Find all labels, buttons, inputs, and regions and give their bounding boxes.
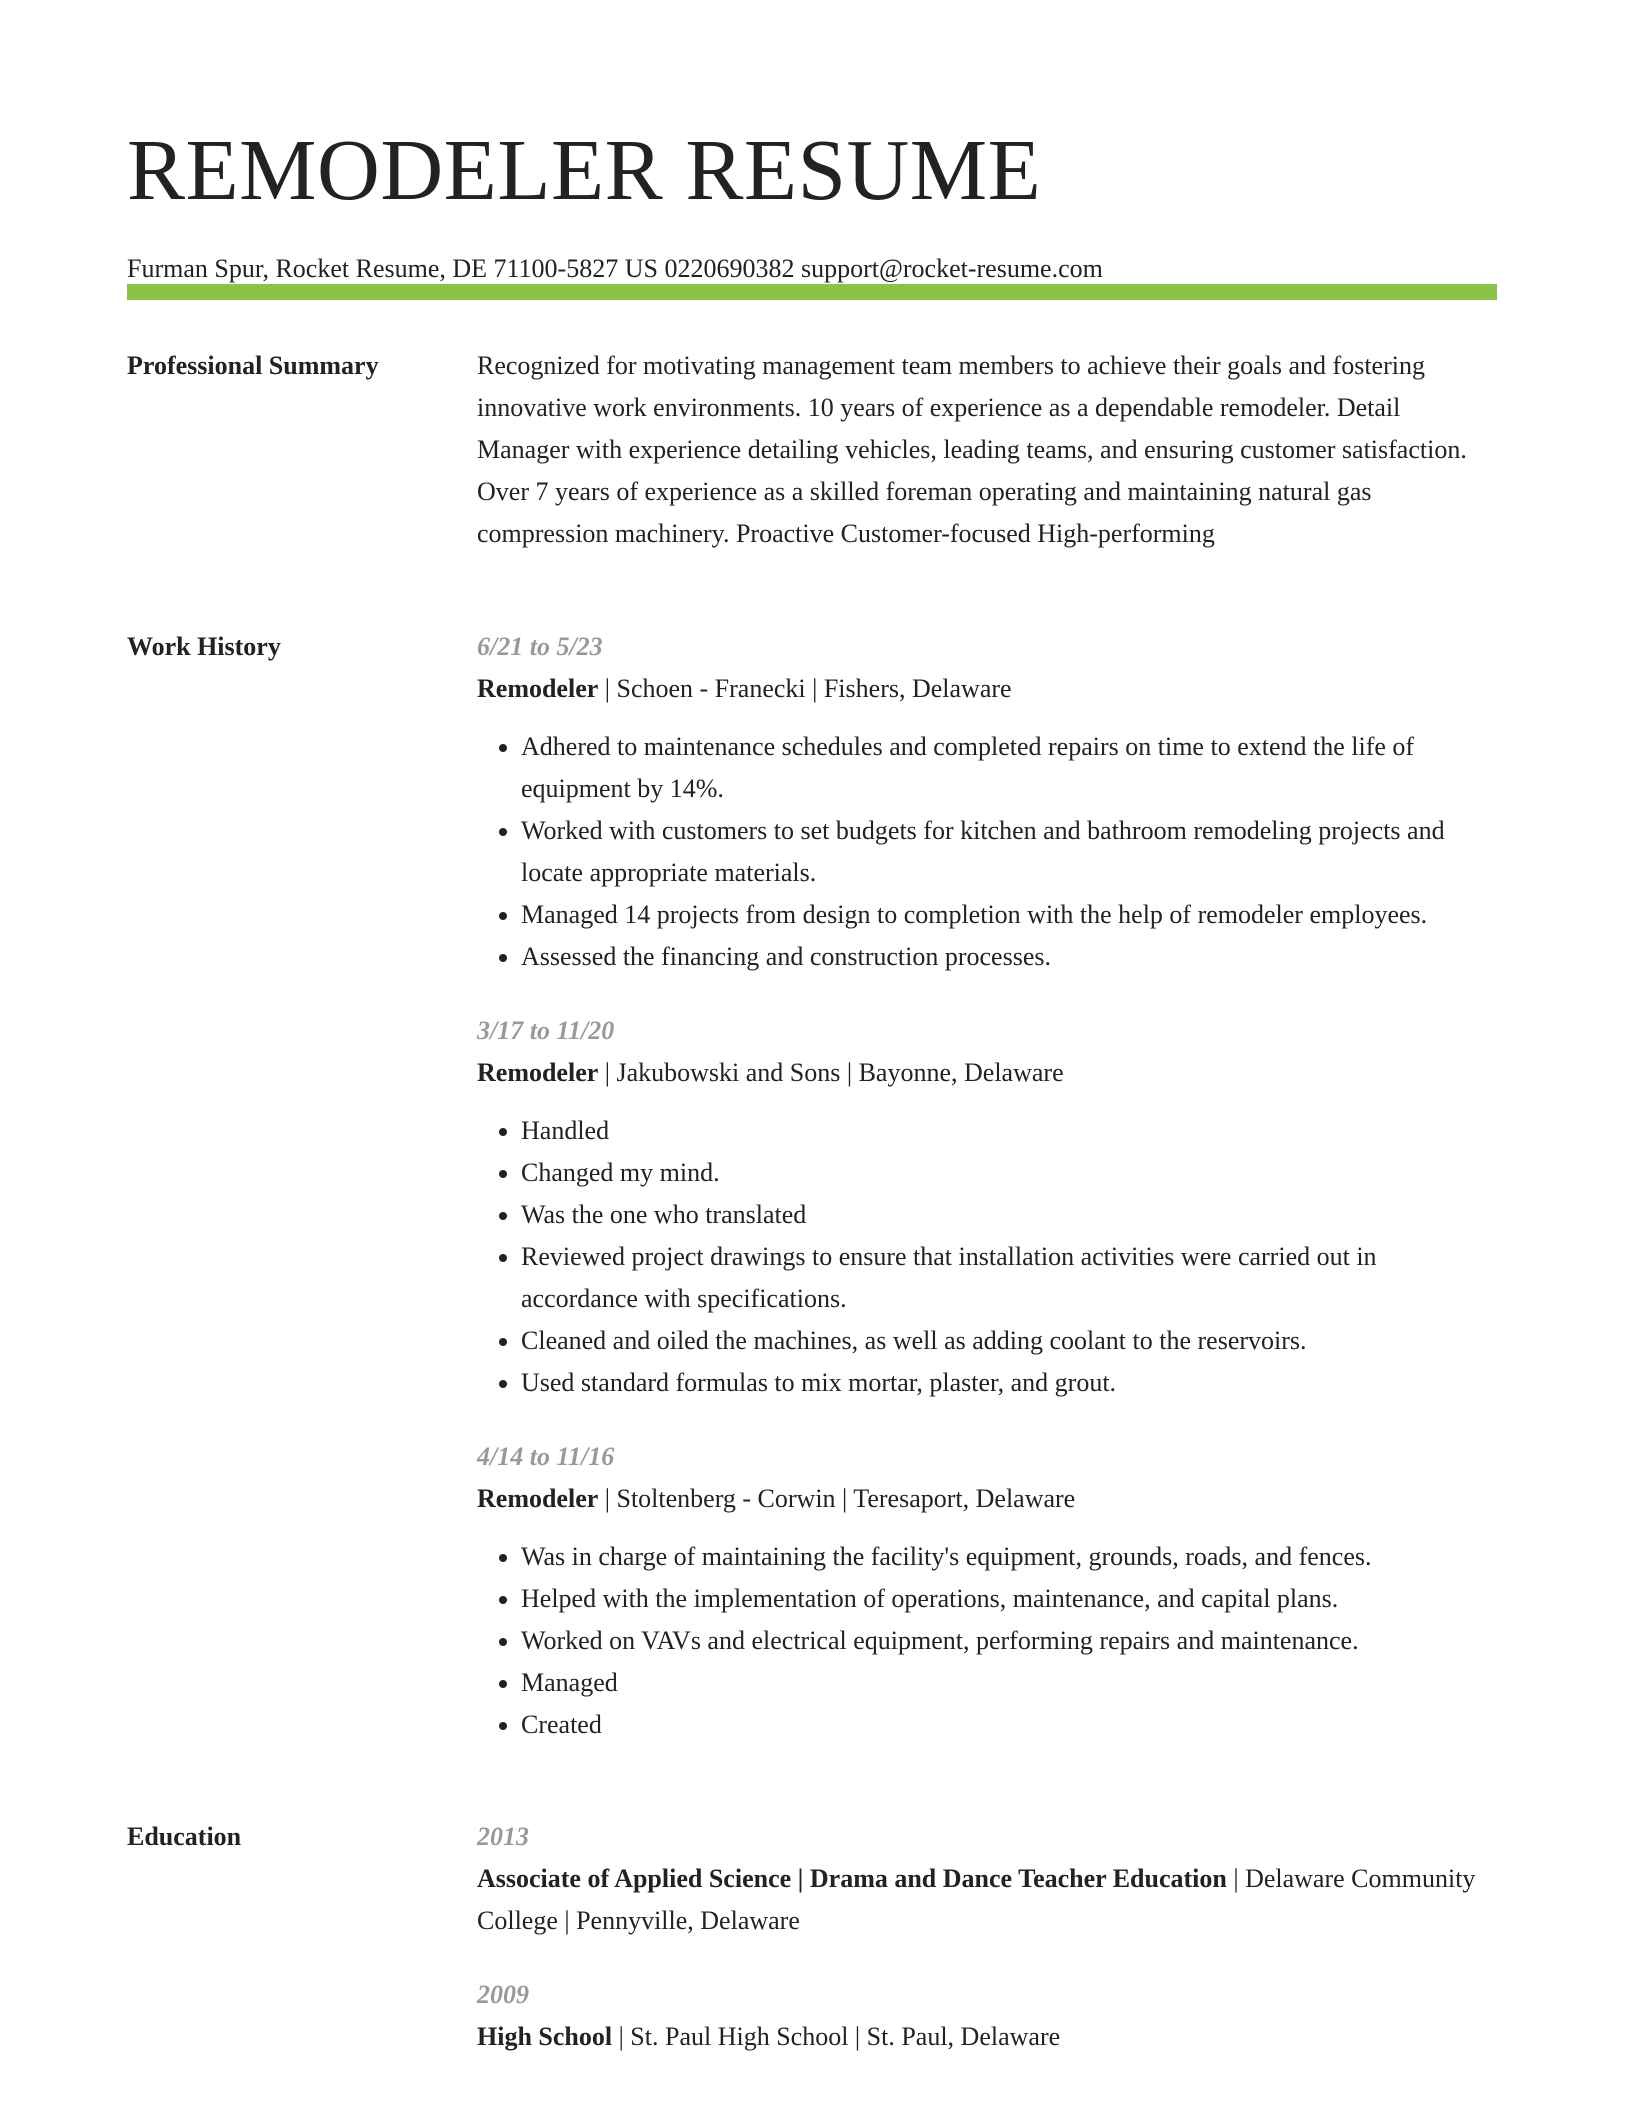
school-details: | St. Paul High School | St. Paul, Delaware bbox=[612, 2022, 1061, 2051]
summary-text: Recognized for motivating management team members to achieve their goals and fostering innovative work environments. 10 years of experience as a dependable remodeler. Detail Manager with experience detailing vehicles, leading teams, and ensuring customer satisfaction. Over 7 years of experience as a skilled foreman operating and maintaining natural gas compression machinery. Proactive Customer-focused High-performing bbox=[477, 351, 1467, 548]
resume-header bbox=[127, 122, 1497, 286]
list-item: • Worked with customers to set budgets for kitchen and bathroom remodeling projects and locate appropriate materials. bbox=[521, 810, 1497, 894]
degree-title: High School bbox=[477, 2022, 613, 2051]
resume-title: REMODELER RESUME bbox=[127, 121, 1042, 218]
job-dates: 6/21 to 5/23 bbox=[477, 632, 603, 661]
job-duties-list bbox=[477, 1110, 1497, 1404]
education-entry bbox=[477, 1816, 1497, 1942]
summary-body bbox=[477, 345, 1497, 555]
job-role-line bbox=[477, 1478, 1497, 1520]
list-item: • Cleaned and oiled the machines, as well as adding coolant to the reservoirs. bbox=[521, 1320, 1497, 1362]
list-item: • Helped with the implementation of operations, maintenance, and capital plans. bbox=[521, 1578, 1497, 1620]
list-item: • Handled bbox=[521, 1110, 1497, 1152]
job-details: | Stoltenberg - Corwin | Teresaport, Delaware bbox=[598, 1484, 1076, 1513]
list-item: • Managed bbox=[521, 1662, 1497, 1704]
job-dates: 3/17 to 11/20 bbox=[477, 1016, 615, 1045]
list-item: • Assessed the financing and construction processes. bbox=[521, 936, 1497, 978]
education-year: 2009 bbox=[477, 1980, 529, 2009]
job-entry bbox=[477, 1010, 1497, 1404]
education-heading: Education bbox=[127, 1822, 242, 1851]
list-item: • Changed my mind. bbox=[521, 1152, 1497, 1194]
list-item: • Managed 14 projects from design to completion with the help of remodeler employees. bbox=[521, 894, 1497, 936]
work-history-body bbox=[477, 626, 1497, 1746]
summary-heading: Professional Summary bbox=[127, 351, 379, 380]
job-role-line bbox=[477, 668, 1497, 710]
job-entry bbox=[477, 626, 1497, 978]
job-duties-list bbox=[477, 726, 1497, 978]
accent-divider bbox=[127, 284, 1497, 300]
list-item: • Was the one who translated bbox=[521, 1194, 1497, 1236]
list-item: • Created bbox=[521, 1704, 1497, 1746]
work-history-heading: Work History bbox=[127, 632, 281, 661]
list-item: • Used standard formulas to mix mortar, plaster, and grout. bbox=[521, 1362, 1497, 1404]
job-title: Remodeler bbox=[477, 674, 599, 703]
list-item: • Reviewed project drawings to ensure that installation activities were carried out in accordance with specifications. bbox=[521, 1236, 1497, 1320]
job-title: Remodeler bbox=[477, 1484, 599, 1513]
job-dates: 4/14 to 11/16 bbox=[477, 1442, 615, 1471]
job-details: | Jakubowski and Sons | Bayonne, Delaware bbox=[598, 1058, 1064, 1087]
education-line bbox=[477, 2016, 1497, 2058]
job-entry bbox=[477, 1436, 1497, 1746]
list-item: • Adhered to maintenance schedules and completed repairs on time to extend the life of equipment by 14%. bbox=[521, 726, 1497, 810]
education-entry bbox=[477, 1974, 1497, 2058]
school-details: | Delaware Community College | Pennyville, Delaware bbox=[477, 1864, 1476, 1935]
education-body bbox=[477, 1816, 1497, 2058]
list-item: • Worked on VAVs and electrical equipment, performing repairs and maintenance. bbox=[521, 1620, 1497, 1662]
contact-line: Furman Spur, Rocket Resume, DE 71100-5827 US 0220690382 support@rocket-resume.com bbox=[127, 254, 1103, 283]
job-role-line bbox=[477, 1052, 1497, 1094]
education-line bbox=[477, 1858, 1497, 1942]
education-year: 2013 bbox=[477, 1822, 529, 1851]
degree-title: Associate of Applied Science | Drama and Dance Teacher Education bbox=[477, 1864, 1227, 1893]
job-details: | Schoen - Franecki | Fishers, Delaware bbox=[598, 674, 1012, 703]
list-item: • Was in charge of maintaining the facility's equipment, grounds, roads, and fences. bbox=[521, 1536, 1497, 1578]
job-duties-list bbox=[477, 1536, 1497, 1746]
job-title: Remodeler bbox=[477, 1058, 599, 1087]
